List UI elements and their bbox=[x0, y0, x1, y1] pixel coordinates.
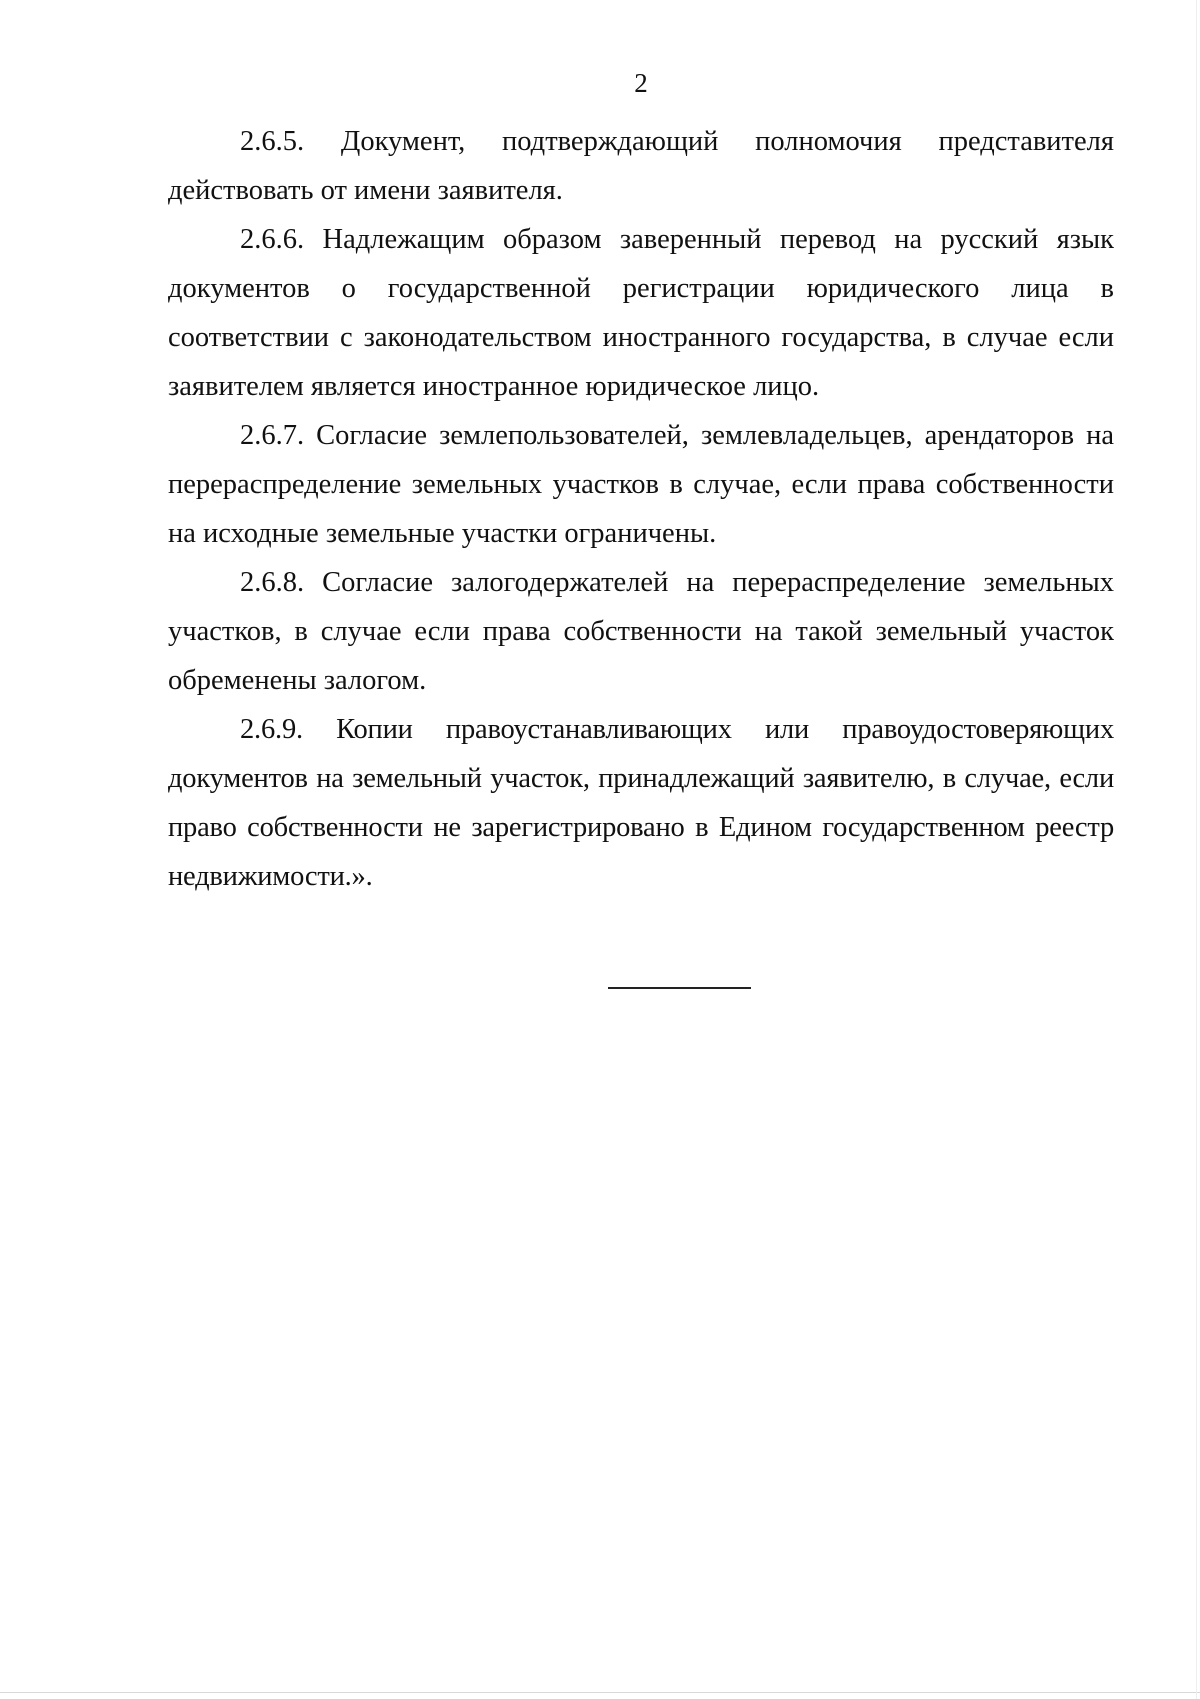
paragraph-2-6-5: 2.6.5. Документ, подтверждающий полномочия представителя действовать от имени заявителя. bbox=[168, 126, 1114, 206]
end-of-text-rule bbox=[608, 987, 751, 989]
document-body bbox=[168, 117, 1114, 901]
paragraph-2-6-8: 2.6.8. Согласие залогодержателей на перераспределение земельных участков, в случае если права собственности на такой земельный участок обременены залогом. bbox=[168, 567, 1114, 696]
paragraph-2-6-9: 2.6.9. Копии правоустанавливающих или правоудостоверяющих документов на земельный участок, принадлежащий заявителю, в случае, если право собственности не зарегистрировано в Едином государственном реестр недвижимости.». bbox=[168, 714, 1114, 892]
scan-edge-right bbox=[1196, 0, 1197, 1699]
paragraph-2-6-7: 2.6.7. Согласие землепользователей, землевладельцев, арендаторов на перераспределение земельных участков в случае, если права собственности на исходные земельные участки ограничены. bbox=[168, 420, 1114, 549]
page-number: 2 bbox=[634, 68, 648, 98]
paragraph-2-6-6: 2.6.6. Надлежащим образом заверенный перевод на русский язык документов о государственной регистрации юридического лица в соответствии с законодательством иностранного государства, в случае если заявителем является иностранное юридическое лицо. bbox=[168, 224, 1114, 402]
scan-edge-bottom bbox=[0, 1692, 1200, 1693]
